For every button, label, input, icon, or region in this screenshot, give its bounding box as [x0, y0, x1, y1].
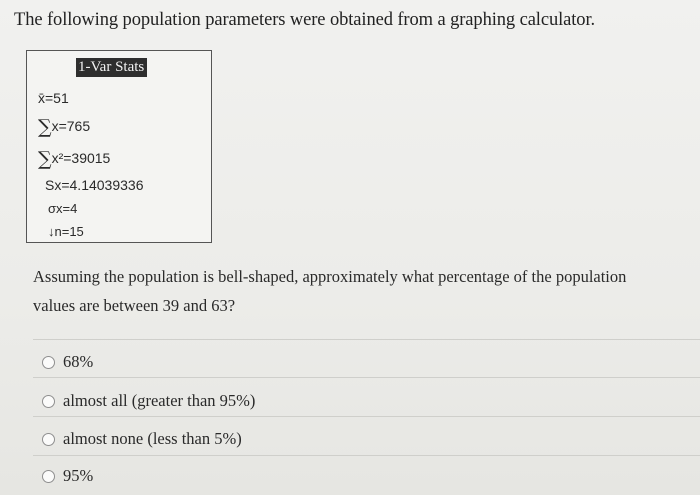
- intro-text: The following population parameters were obtained from a graphing calculator.: [14, 10, 596, 30]
- question-line-1: Assuming the population is bell-shaped, approximately what percentage of the population: [33, 267, 627, 286]
- divider: [33, 339, 700, 340]
- divider: [33, 377, 700, 378]
- calculator-header: 1-Var Stats: [76, 58, 147, 77]
- radio-button[interactable]: [42, 356, 55, 369]
- stat-count: ↓n=15: [48, 224, 84, 239]
- stat-sum-of-squares: [38, 150, 110, 169]
- option-almost-none[interactable]: [42, 429, 242, 449]
- option-label: 95%: [63, 466, 94, 485]
- radio-button[interactable]: [42, 433, 55, 446]
- sum-symbol: ∑: [38, 116, 52, 138]
- question-line-2: values are between 39 and 63?: [33, 296, 236, 315]
- divider: [33, 416, 700, 417]
- option-95-percent[interactable]: [42, 466, 93, 486]
- stat-mean: [38, 90, 69, 106]
- calculator-screen: [26, 50, 212, 243]
- option-almost-all[interactable]: [42, 391, 255, 411]
- divider: [33, 455, 700, 456]
- radio-button[interactable]: [42, 395, 55, 408]
- sumsq-value: x²=39015: [51, 150, 111, 166]
- radio-button[interactable]: [42, 470, 55, 483]
- option-label: 68%: [63, 352, 94, 371]
- mean-value: =51: [45, 90, 69, 106]
- sum-value: x=765: [51, 118, 91, 134]
- option-label: almost none (less than 5%): [63, 429, 242, 448]
- question-text: [33, 262, 626, 320]
- option-label: almost all (greater than 95%): [63, 391, 256, 410]
- mean-symbol: x̄: [38, 90, 45, 106]
- stat-sample-sd: Sx=4.14039336: [45, 177, 144, 193]
- sumsq-symbol: ∑: [38, 148, 52, 170]
- stat-population-sd: σx=4: [48, 201, 78, 216]
- option-68-percent[interactable]: [42, 352, 93, 372]
- stat-sum: [38, 118, 90, 137]
